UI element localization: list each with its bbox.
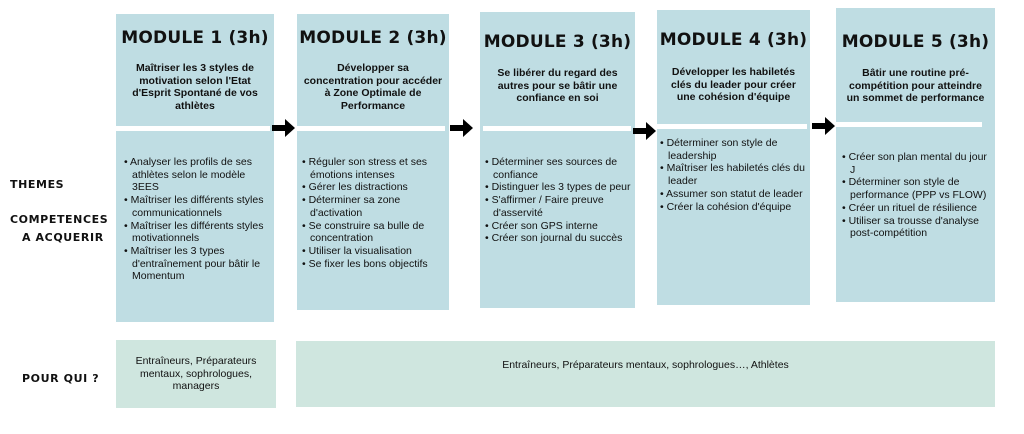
module-2-divider xyxy=(297,126,445,131)
arrow-right-icon xyxy=(633,121,657,141)
themes-label: THEMES xyxy=(10,178,65,191)
module-5-bullets xyxy=(842,151,991,240)
module-2-bullet: • Se construire sa bulle de concentration xyxy=(302,220,445,245)
module-5-bullet: • Utiliser sa trousse d'analyse post-compétition xyxy=(842,215,991,240)
module-3-subtitle: Se libérer du regard des autres pour se bâtir une confiance en soi xyxy=(497,67,618,104)
module-2-bullet: • Gérer les distractions xyxy=(302,181,445,194)
competences-label-line1: COMPETENCES xyxy=(10,213,109,226)
module-1-bullet: • Maîtriser les différents styles motivationnels xyxy=(124,220,270,245)
module-4-title: MODULE 4 (3h) xyxy=(659,30,808,50)
module-1-card xyxy=(116,14,274,322)
module-1-bullet: • Analyser les profils de ses athlètes selon le modèle 3EES xyxy=(124,156,270,194)
module-2-bullet: • Se fixer les bons objectifs xyxy=(302,258,445,271)
module-2-title: MODULE 2 (3h) xyxy=(299,28,447,48)
module-4-bullet: • Maîtriser les habiletés clés du leader xyxy=(660,162,808,187)
module-3-bullets xyxy=(485,156,631,245)
module-1-divider xyxy=(116,126,270,131)
competences-label-line2: A ACQUERIR xyxy=(22,231,104,244)
module-3-bullet: • S'affirmer / Faire preuve d'asservité xyxy=(485,194,631,219)
module-1-bullet: • Maîtriser les 3 types d'entraînement pour bâtir le Momentum xyxy=(124,245,270,283)
module-5-divider xyxy=(836,122,982,127)
audience-other-modules xyxy=(296,341,995,407)
module-3-bullet: • Créer son GPS interne xyxy=(485,220,631,233)
module-5-bullet: • Créer son plan mental du jour J xyxy=(842,151,991,176)
module-2-bullets xyxy=(302,156,445,270)
module-5-bullet: • Créer un rituel de résilience xyxy=(842,202,991,215)
module-1-bullets xyxy=(124,156,270,283)
module-2-bullet: • Réguler son stress et ses émotions intenses xyxy=(302,156,445,181)
module-4-card xyxy=(657,10,810,305)
module-4-bullet: • Créer la cohésion d'équipe xyxy=(660,201,808,214)
arrow-right-icon xyxy=(272,118,296,138)
module-5-title: MODULE 5 (3h) xyxy=(841,32,990,52)
arrow-right-icon xyxy=(450,118,474,138)
module-1-title: MODULE 1 (3h) xyxy=(121,28,269,48)
module-1-subtitle: Maîtriser les 3 styles de motivation selon l'Etat d'Esprit Spontané de vos athlètes xyxy=(132,62,258,112)
module-2-bullet: • Déterminer sa zone d'activation xyxy=(302,194,445,219)
module-2-card xyxy=(297,14,449,310)
module-2-subtitle: Développer sa concentration pour accéder à Zone Optimale de Performance xyxy=(303,62,443,112)
arrow-right-icon xyxy=(812,116,836,136)
module-2-bullet: • Utiliser la visualisation xyxy=(302,245,445,258)
pour-qui-label: POUR QUI ? xyxy=(22,372,100,385)
module-4-bullet: • Déterminer son style de leadership xyxy=(660,137,808,162)
module-4-subtitle: Développer les habiletés clés du leader pour créer une cohésion d'équipe xyxy=(671,66,796,103)
module-4-bullet: • Assumer son statut de leader xyxy=(660,188,808,201)
module-5-subtitle: Bâtir une routine pré-compétition pour atteindre un sommet de performance xyxy=(846,67,985,104)
module-5-bullet: • Déterminer son style de performance (PPP vs FLOW) xyxy=(842,176,991,201)
module-3-card xyxy=(480,12,635,308)
module-3-bullet: • Créer son journal du succès xyxy=(485,232,631,245)
audience-other-modules-text: Entraîneurs, Préparateurs mentaux, sophrologues…, Athlètes xyxy=(502,359,789,371)
module-5-card xyxy=(836,8,995,302)
module-4-divider xyxy=(657,124,807,129)
module-3-bullet: • Déterminer ses sources de confiance xyxy=(485,156,631,181)
module-3-title: MODULE 3 (3h) xyxy=(483,32,632,52)
module-1-bullet: • Maîtriser les différents styles communicationnels xyxy=(124,194,270,219)
module-3-divider xyxy=(483,126,631,131)
module-4-bullets xyxy=(660,137,808,213)
module-3-bullet: • Distinguer les 3 types de peur xyxy=(485,181,631,194)
audience-module-1: Entraîneurs, Préparateurs mentaux, sophrologues, managers xyxy=(116,340,276,408)
